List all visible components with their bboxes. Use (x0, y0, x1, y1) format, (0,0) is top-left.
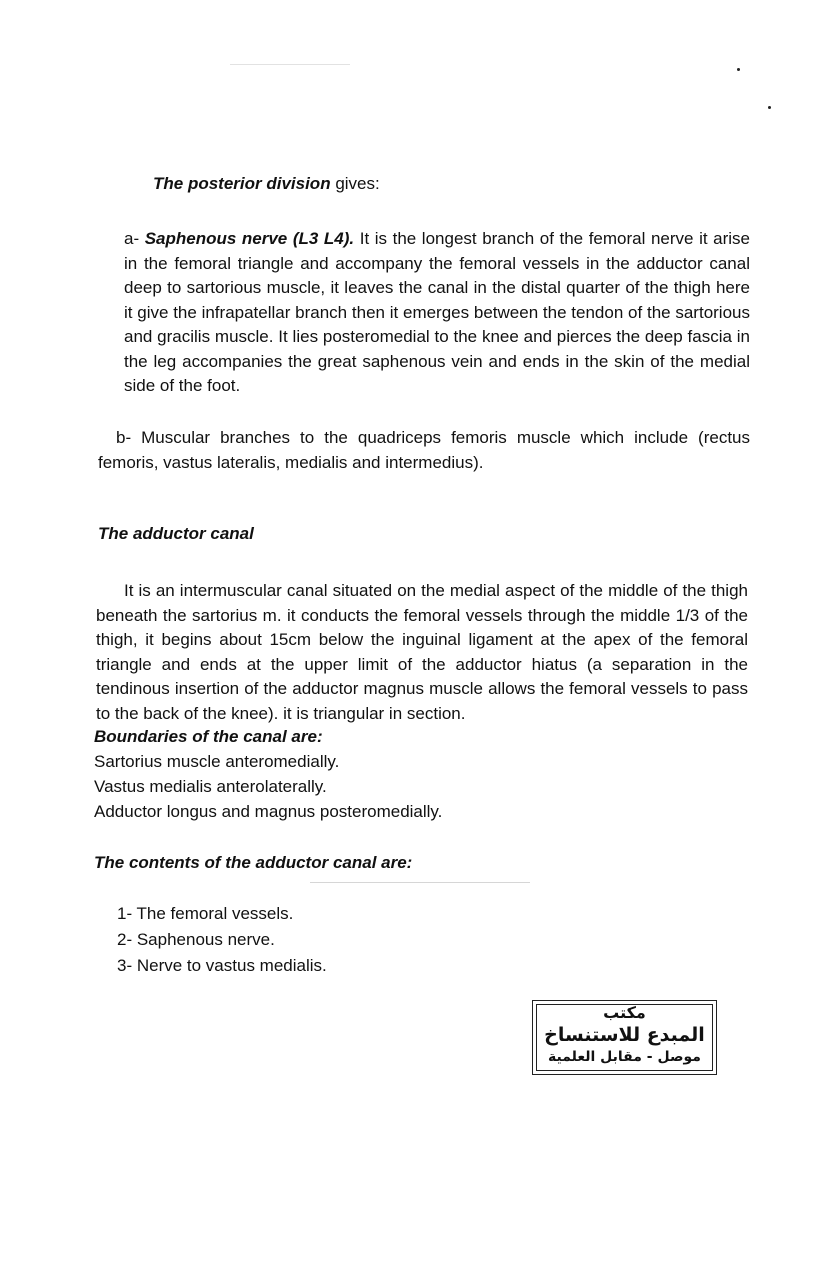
posterior-division-title: The posterior division (153, 174, 331, 193)
scan-speck (737, 68, 740, 71)
stamp-line-1: مكتب (603, 1003, 646, 1022)
scan-artifact-top (230, 64, 350, 65)
boundary-item: Sartorius muscle anteromedially. (94, 752, 340, 771)
stamp-line-3: موصل - مقابل العلمية (548, 1049, 701, 1065)
item-b-text: b- Muscular branches to the quadriceps femoris muscle which include (rectus femoris, vastus lateralis, medialis and intermedius). (98, 428, 750, 472)
contents-list-item: 1- The femoral vessels. (117, 904, 294, 923)
contents-list-item: 2- Saphenous nerve. (117, 930, 275, 949)
boundaries-heading: Boundaries of the canal are: (94, 727, 323, 746)
shop-stamp (532, 1000, 717, 1075)
stamp-line-2: المبدع للاستنساخ (544, 1024, 705, 1046)
item-a-text: It is the longest branch of the femoral nerve it arise in the femoral triangle and accompany the femoral vessels in the adductor canal deep to sartorious muscle, it leaves the canal in the distal quarter of the thigh here it give the infrapatellar branch then it emerges between the tendon of the sartorious and gracilis muscle. It lies posteromedial to the knee and pierces the deep fascia in the leg accompanies the great saphenous vein and ends in the skin of the medial side of the foot. (124, 229, 750, 395)
adductor-canal-text: It is an intermuscular canal situated on the medial aspect of the middle of the thigh beneath the sartorius m. it conducts the femoral vessels through the middle 1/3 of the thigh, it begins about 15cm below the inguinal ligament at the apex of the femoral triangle and ends at the upper limit of the adductor hiatus (a separation in the tendinous insertion of the adductor magnus muscle allows the femoral vessels to pass to the back of the knee). it is triangular in section. (96, 581, 748, 723)
saphenous-nerve-paragraph (124, 227, 750, 399)
scan-artifact-mid (310, 882, 530, 883)
contents-list-item: 3- Nerve to vastus medialis. (117, 956, 327, 975)
item-a-prefix: a- (124, 229, 145, 248)
scan-speck (768, 106, 771, 109)
item-a-title: Saphenous nerve (L3 L4). (144, 229, 355, 248)
muscular-branches-paragraph (98, 426, 750, 475)
adductor-canal-paragraph (96, 579, 748, 726)
contents-heading: The contents of the adductor canal are: (94, 853, 413, 872)
posterior-division-heading (153, 172, 380, 197)
posterior-division-suffix: gives: (330, 174, 380, 193)
boundary-item: Adductor longus and magnus posteromedially. (94, 802, 443, 821)
adductor-canal-heading: The adductor canal (98, 524, 254, 543)
boundary-item: Vastus medialis anterolaterally. (94, 777, 327, 796)
